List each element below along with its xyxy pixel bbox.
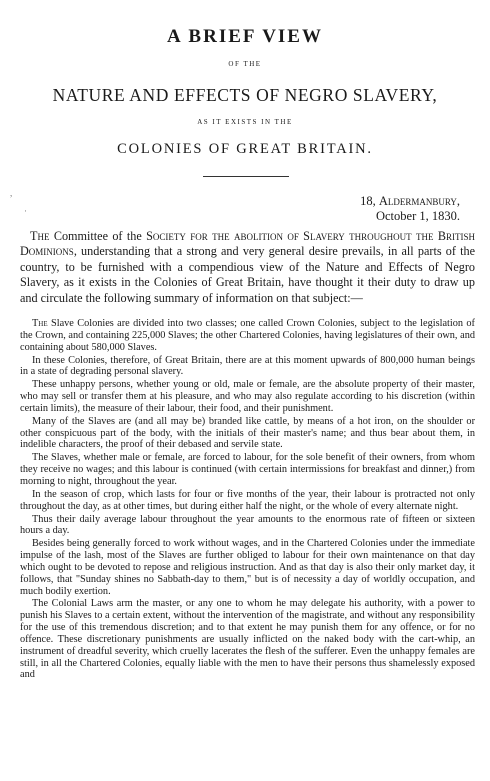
title-line-brief-view: A BRIEF VIEW	[167, 26, 323, 47]
paragraph-text: The Colonial Laws arm the master, or any one to whom he may delegate his authority, with a power to punish his Slaves to a certain extent, without the intervention of the magistrate, and without any responsibility for the use of this tremendous discretion; and to that extent he may punish them for any offence, or for no offence. These discretionary punishments are usually inflicted on the naked body with the cart-whip, an instrument of dreadful severity, which cruelly lacerates the flesh of the sufferer. Even the unhappy females are still, in all the Chartered Colonies, equally liable with the men to have their persons thus shamelessly exposed and	[20, 598, 475, 681]
society-name: Society for the abolition of Slavery throughout the British Dominions	[20, 229, 476, 259]
paragraph-text: Thus their daily average labour throughout the year amounts to the enormous rate of fifteen or sixteen hours a day.	[20, 513, 475, 537]
intro-text-b: , understanding that a strong and very general desire prevails, in all parts of the country, to be furnished with a compendious view of the Nature and Effects of Negro Slavery, as it exists in the Colonies of Great Britain, have thought it their duty to draw up and circulate the following summary of information on that subject:—	[20, 244, 475, 305]
paragraph-text: Many of the Slaves are (and all may be) branded like cattle, by means of a hot iron, on the shoulder or other conspicuous part of the body, with the initials of their master's name; and thus bear about them, in indelible characters, the proof of their debased and servile state.	[20, 415, 475, 451]
title-line-colonies: COLONIES OF GREAT BRITAIN.	[117, 141, 373, 157]
paragraph-text: In the season of crop, which lasts for four or five months of the year, their labour is protracted not only throughout the day, as at other times, but during either half the night, or the whole of every alternate night.	[20, 488, 475, 512]
margin-mark: ,	[10, 188, 13, 198]
paragraph-text: The Slaves, whether male or female, are forced to labour, for the sole benefit of their owners, from whom they receive no wages; and this labour is continued (with certain intermissions for breakfast and dinner,) from morning to night, throughout the year.	[20, 452, 475, 487]
address-block	[360, 194, 460, 224]
body-paragraph	[20, 598, 475, 681]
address-number: 18,	[360, 194, 376, 208]
paragraph-text: Slave Colonies are divided into two classes; one called Crown Colonies, subject to the legislation of the Crown, and containing 225,000 Slaves; the other Chartered Colonies, having legislatures of their own, and containing about 580,000 Slaves.	[20, 318, 475, 353]
body-paragraph	[20, 355, 475, 379]
body-paragraph	[20, 452, 475, 488]
title-line-nature-effects: NATURE AND EFFECTS OF NEGRO SLAVERY,	[52, 85, 438, 105]
address-street-line	[360, 194, 460, 209]
body-paragraph	[20, 416, 475, 452]
body-paragraph	[20, 489, 475, 513]
body-paragraph	[20, 538, 475, 597]
intro-text-a: Committee of the	[49, 229, 147, 243]
body-paragraph	[20, 318, 475, 354]
paragraph-text: Besides being generally forced to work without wages, and in the Chartered Colonies under the immediate impulse of the lash, most of the Slaves are further obliged to labour for their own maintenance on that day which ought to be devoted to repose and religious instruction. And as that day is also their only market day, it follows, that "Sunday shines no Sabbath-day to them," but is of necessity a day of worldly occupation, and much bodily exertion.	[20, 538, 475, 597]
margin-mark: ·	[24, 206, 27, 216]
title-line-as-it-exists: AS IT EXISTS IN THE	[197, 118, 293, 126]
paragraph-lead-word: The	[32, 318, 48, 329]
body-paragraph	[20, 514, 475, 538]
paragraph-text: These unhappy persons, whether young or old, male or female, are the absolute property of their master, who may sell or transfer them at his pleasure, and who may also regulate according to his discretion (within certain limits), the measure of their labour, their food, and their punishment.	[20, 379, 475, 414]
body-paragraph	[20, 379, 475, 415]
title-line-of-the: OF THE	[228, 60, 262, 68]
address-street: Aldermanbury,	[378, 194, 460, 208]
intro-lead-word: The	[30, 229, 50, 243]
paragraph-text: In these Colonies, therefore, of Great Britain, there are at this moment upwards of 800,000 human beings in a state of degrading personal slavery.	[20, 354, 475, 378]
body-text	[20, 318, 475, 681]
address-date: October 1, 1830.	[375, 209, 460, 223]
intro-paragraph	[20, 229, 475, 306]
title-divider-rule	[203, 176, 289, 177]
